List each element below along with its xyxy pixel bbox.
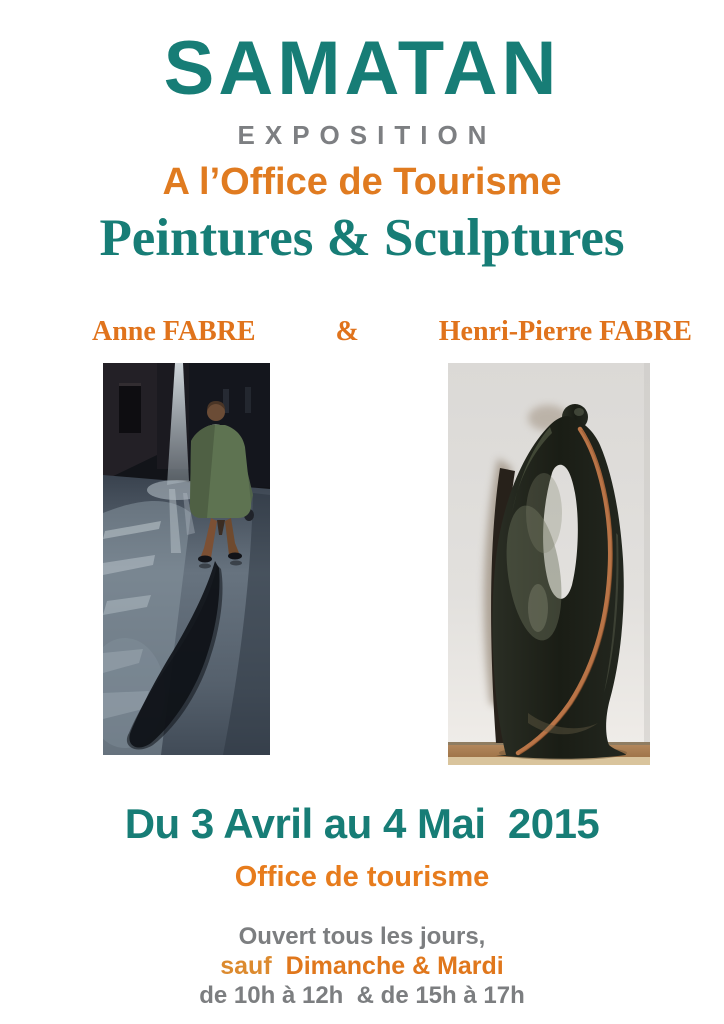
hours-sauf: sauf (220, 952, 272, 980)
artist-anne-fabre: Anne FABRE (92, 316, 256, 347)
artists-ampersand: & (335, 316, 359, 347)
artist-henri-pierre-fabre: Henri-Pierre FABRE (438, 316, 692, 347)
poster-title: SAMATAN (163, 26, 561, 111)
category-line: Peintures & Sculptures (99, 209, 625, 267)
poster-subtitle: EXPOSITION (237, 120, 497, 150)
hours-line-1: Ouvert tous les jours, (238, 923, 486, 950)
hours-line-2 (0, 951, 724, 981)
sculpture-photo (448, 363, 650, 765)
venue-line: Office de tourisme (234, 861, 490, 893)
date-line: Du 3 Avril au 4 Mai 2015 (124, 800, 600, 847)
hours-line-3: de 10h à 12h & de 15h à 17h (199, 982, 525, 1009)
painting-photo (103, 363, 270, 755)
artists-line (92, 316, 692, 350)
location-line: A l’Office de Tourisme (162, 161, 562, 203)
hours-closed-days: Dimanche & Mardi (285, 952, 504, 980)
